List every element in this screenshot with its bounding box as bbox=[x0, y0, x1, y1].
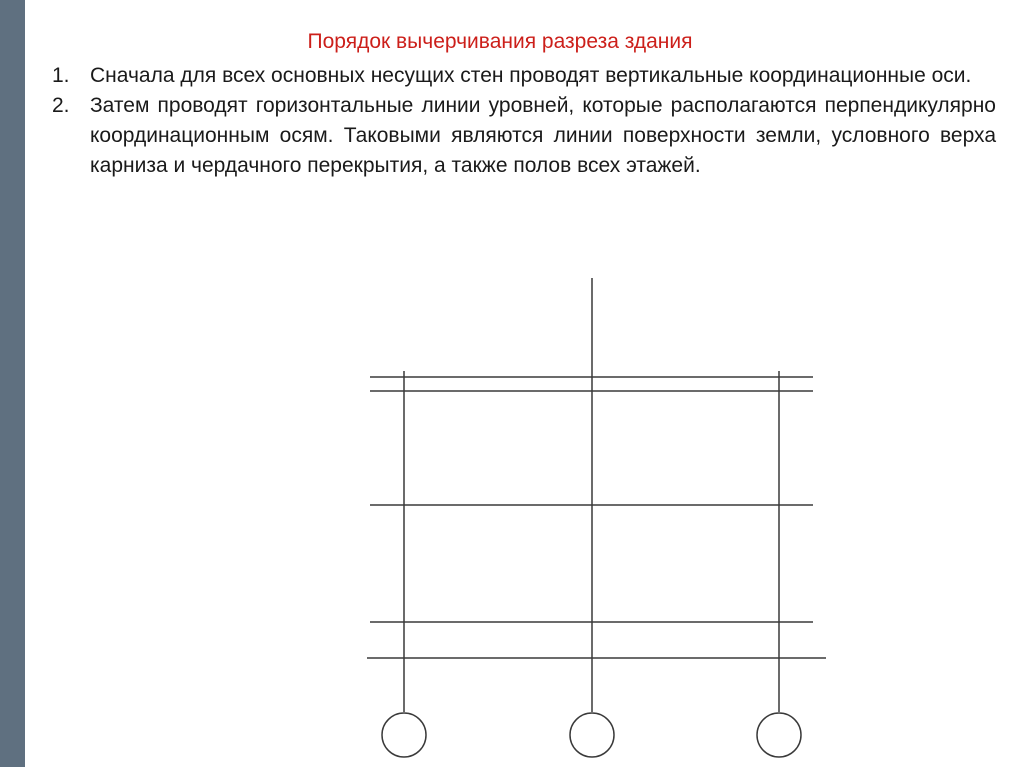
list-item-text: Сначала для всех основных несущих стен проводят вертикальные координационные оси. bbox=[90, 64, 972, 87]
list-item-number: 2. bbox=[52, 94, 70, 117]
slide-title: Порядок вычерчивания разреза здания bbox=[307, 30, 693, 53]
list-item-number: 1. bbox=[52, 64, 70, 87]
list-item-text: Затем проводят горизонтальные линии уровней, которые располагаются перпендикулярно координационным осям. Таковыми являются линии поверхности земли, условного верха карниза и чердачного перекрытия, а также полов всех этажей. bbox=[90, 94, 996, 177]
axis-marker-circle bbox=[570, 713, 614, 757]
axis-marker-circle bbox=[382, 713, 426, 757]
axis-marker-circle bbox=[757, 713, 801, 757]
